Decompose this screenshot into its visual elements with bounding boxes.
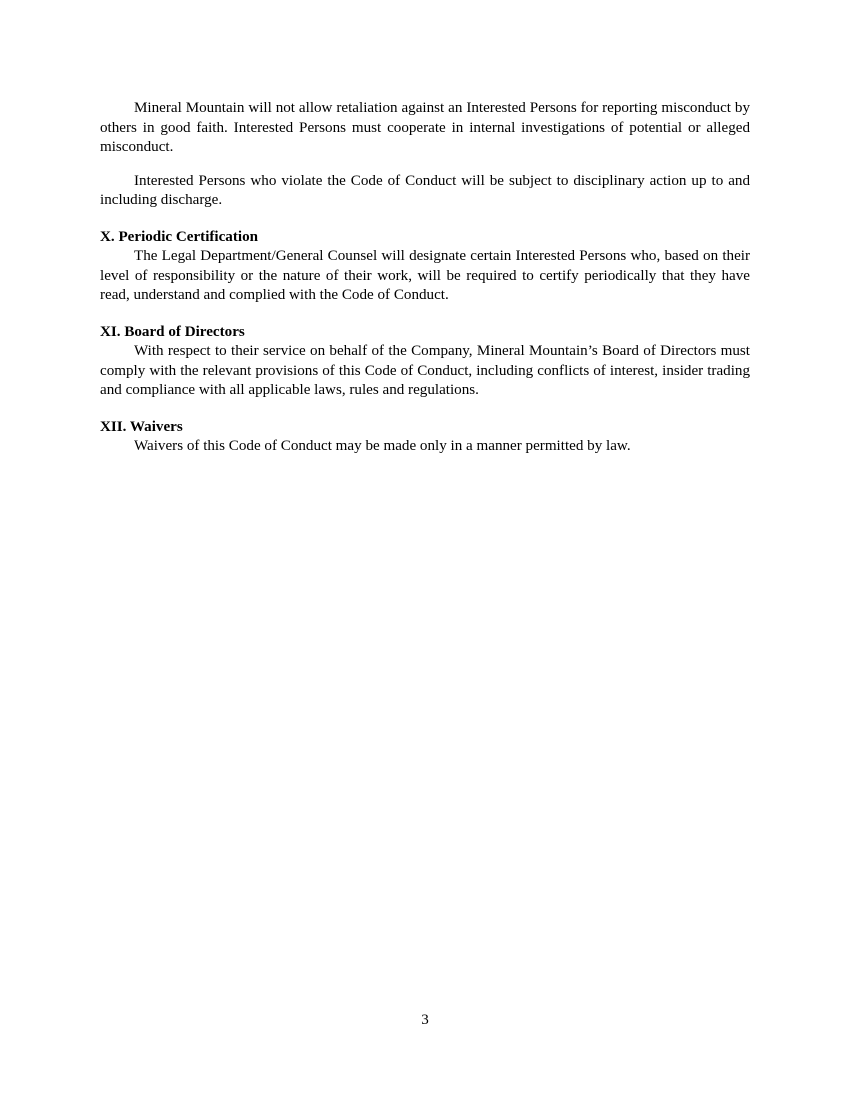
section-spacer bbox=[100, 306, 750, 323]
section-x-body: The Legal Department/General Counsel will designate certain Interested Persons who, based on their level of responsibility or the nature of their work, will be required to certify periodically that they have read, understand and complied with the Code of Conduct. bbox=[100, 248, 750, 303]
section-spacer bbox=[100, 211, 750, 228]
retaliation-paragraph: Mineral Mountain will not allow retaliation against an Interested Persons for reporting misconduct by others in good faith. Interested Persons must cooperate in internal investigations of potential or alleged misconduct. bbox=[100, 100, 750, 155]
section-xi-heading: XI. Board of Directors bbox=[100, 323, 245, 340]
section-spacer bbox=[100, 401, 750, 418]
paragraph-spacer bbox=[100, 158, 750, 172]
discipline-paragraph: Interested Persons who violate the Code of Conduct will be subject to disciplinary action up to and including discharge. bbox=[100, 172, 750, 208]
section-xii-body: Waivers of this Code of Conduct may be made only in a manner permitted by law. bbox=[134, 438, 631, 454]
document-body bbox=[100, 99, 750, 457]
page-number: 3 bbox=[421, 1012, 429, 1028]
section-xi-body: With respect to their service on behalf of the Company, Mineral Mountain’s Board of Directors must comply with the relevant provisions of this Code of Conduct, including conflicts of interest, insider trading and compliance with all applicable laws, rules and regulations. bbox=[100, 343, 750, 398]
section-xii-heading: XII. Waivers bbox=[100, 418, 183, 435]
section-x-heading: X. Periodic Certification bbox=[100, 228, 259, 245]
